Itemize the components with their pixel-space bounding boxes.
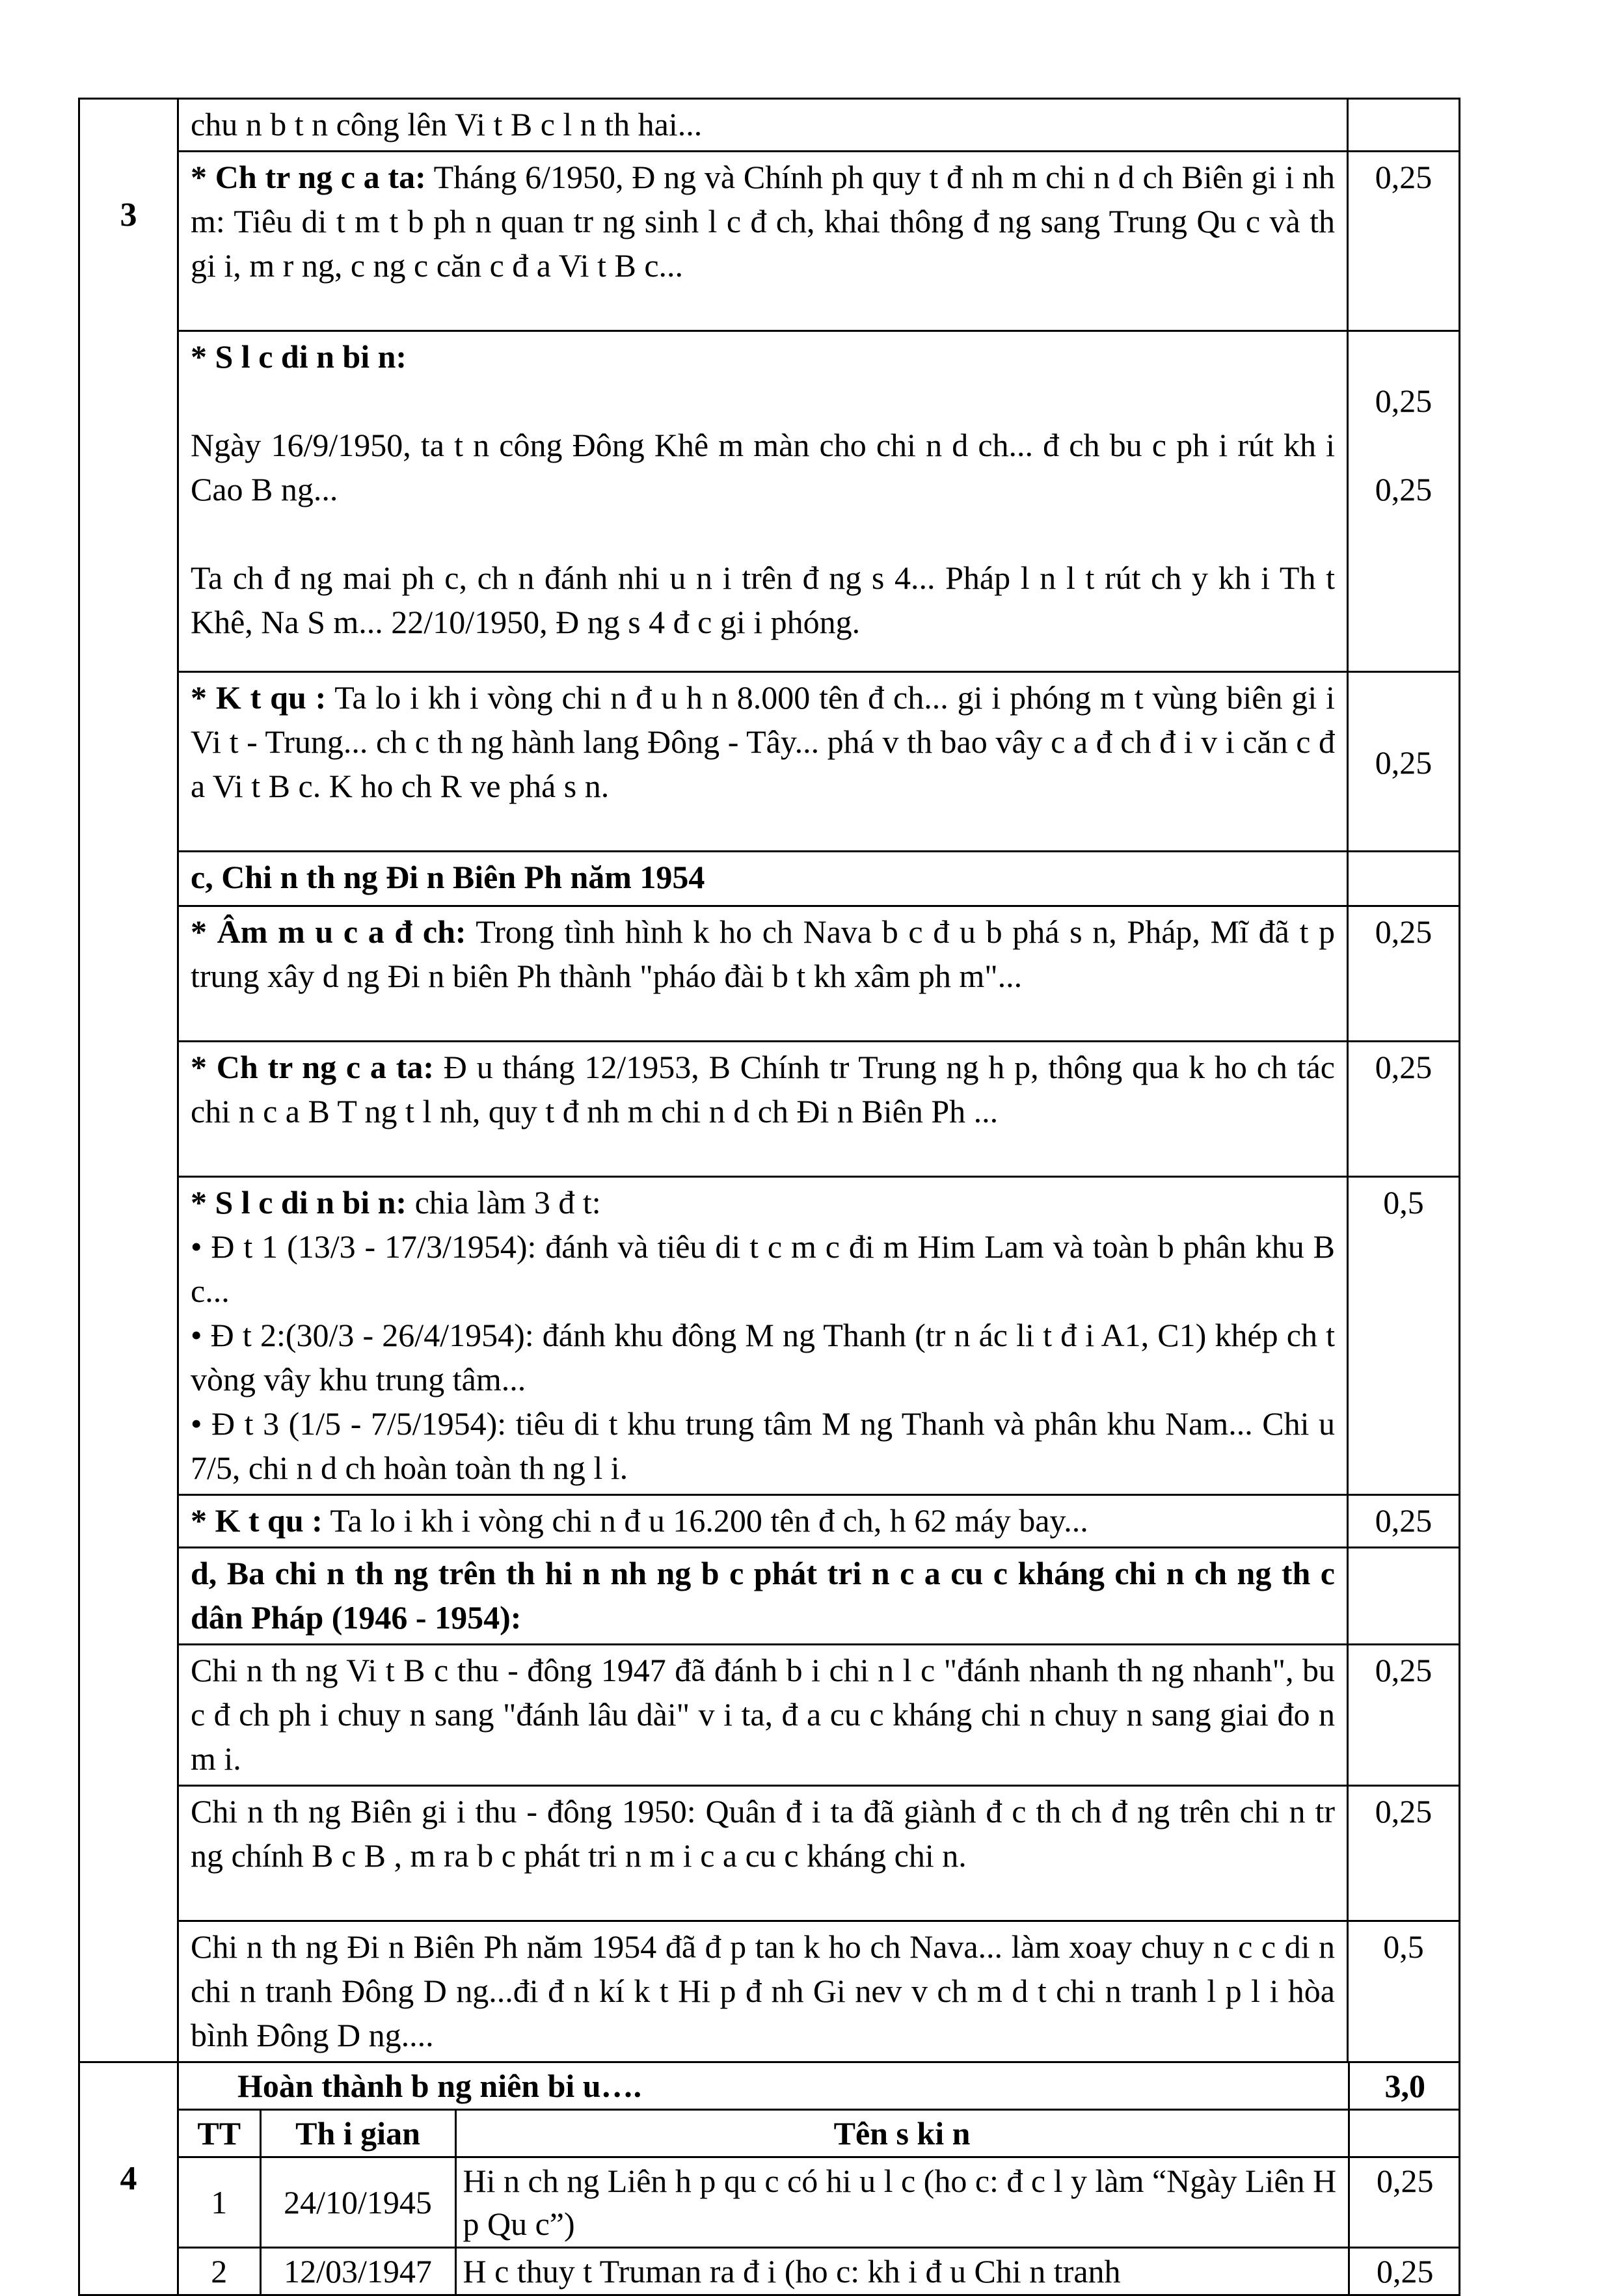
label: * Ch tr ng c a ta: [191,1049,434,1085]
label: * K t qu : [191,1502,323,1539]
col-header-time: Th i gian [260,2110,455,2157]
score-cell [1348,852,1460,906]
table-row [79,672,1460,852]
row-event: H c thuy t Truman ra đ i (ho c: kh i đ u Chi n tranh [455,2248,1349,2295]
d-item-3: Chi n th ng Đi n Biên Ph năm 1954 đã đ p tan k ho ch Nava... làm xoay chuy n c c di n chi n tranh Đông D ng...đi đ n kí k t Hi p đ nh Gi nev v ch m d t chi n tranh l p l i hòa bình Đông D ng.... [178,1921,1348,2062]
table-row [179,2157,1460,2248]
text: Ta lo i kh i vòng chi n đ u 16.200 tên đ ch, h 62 máy bay... [322,1502,1088,1539]
table-row [79,331,1460,672]
chronology-table [179,2063,1460,2294]
ket-qua-cell [178,1495,1348,1548]
question-number-cont [79,1786,178,1921]
question-number-cont [79,1042,178,1177]
row-tt: 1 [179,2157,260,2248]
table-row [79,1177,1460,1495]
question-number-cont [79,1548,178,1645]
score-cell: 0,25 [1348,1042,1460,1177]
score-cell: 0,5 [1348,1921,1460,2062]
ch-truong-cell [178,1042,1348,1177]
text: Trong tình hình k ho ch Nava b c đ u b phá s n, Pháp, Mĩ đã t p trung xây d ng Đi n biên Ph thành "pháo đài b t kh xâm ph m"... [191,913,1335,994]
question-number: 3 [79,99,178,331]
section-heading: c, Chi n th ng Đi n Biên Ph năm 1954 [178,852,1348,906]
score-cell [1348,1548,1460,1645]
table-row [79,1548,1460,1645]
score-cell [1349,2110,1460,2157]
list-item: • Đ t 3 (1/5 - 7/5/1954): tiêu di t khu trung tâm M ng Thanh và phân khu Nam... Chi u 7/5, chi n d ch hoàn toàn th ng l i. [191,1405,1335,1486]
list-item: • Đ t 2:(30/3 - 26/4/1954): đánh khu đông M ng Thanh (tr n ác li t đ i A1, C1) khép ch t vòng vây khu trung tâm... [191,1317,1335,1398]
table-row [79,2062,1460,2295]
table-row [79,1786,1460,1921]
ket-qua-cell [178,672,1348,852]
list-item: • Đ t 1 (13/3 - 17/3/1954): đánh và tiêu di t c m c đi m Him Lam và toàn b phân khu B c... [191,1228,1335,1309]
table-row [79,1042,1460,1177]
dien-bien-p2: Ta ch đ ng mai ph c, ch n đánh nhi u n i trên đ ng s 4... Pháp l n l t rút ch y kh i Th t Khê, Na S m... 22/10/1950, Đ ng s 4 đ c gi i phóng. [191,560,1335,640]
text: chia làm 3 đ t: [407,1184,601,1221]
row-score: 0,25 [1349,2248,1460,2295]
d-item-1: Chi n th ng Vi t B c thu - đông 1947 đã đánh b i chi n l c "đánh nhanh th ng nhanh", bu c đ ch ph i chuy n sang "đánh lâu dài" v i ta, đ a cu c kháng chi n chuy n sang giai đo n m i. [178,1645,1348,1786]
table-row [179,2248,1460,2295]
label: * K t qu : [191,679,327,716]
score-cell: 0,25 [1348,672,1460,852]
question-number-cont [79,1177,178,1495]
table-row [79,99,1460,152]
table-row [79,1645,1460,1786]
row-time: 24/10/1945 [260,2157,455,2248]
row-tt: 2 [179,2248,260,2295]
q4-container [178,2062,1460,2295]
text: Tháng 6/1950, Đ ng và Chính ph quy t đ nh m chi n d ch Biên gi i nh m: Tiêu di t m t b ph n quan tr ng sinh l c đ ch, khai thông đ ng sang Trung Qu c và th gi i, m r ng, c ng c căn c đ a Vi t B c... [191,159,1336,284]
dien-bien-cell [178,1177,1348,1495]
dien-bien-p1: Ngày 16/9/1950, ta t n công Đông Khê m màn cho chi n d ch... đ ch bu c ph i rút kh i Cao B ng... [191,427,1335,507]
question-number-cont [79,906,178,1042]
table-row [79,906,1460,1042]
answer-key-sheet [78,98,1459,2296]
row-event: Hi n ch ng Liên h p qu c có hi u l c (ho c: đ c l y làm “Ngày Liên H p Qu c”) [455,2157,1349,2248]
table-row [79,852,1460,906]
am-muu-cell [178,906,1348,1042]
ch-truong-cell [178,152,1348,331]
question-number-cont [79,331,178,672]
col-header-tt: TT [179,2110,260,2157]
label: * S l c di n bi n: [191,338,407,375]
table-row [179,2063,1460,2110]
question-number-cont [79,1921,178,2062]
d-item-2: Chi n th ng Biên gi i thu - đông 1950: Quân đ i ta đã giành đ c th ch đ ng trên chi n tr ng chính B c B , m ra b c phát tri n m i c a cu c kháng chi n. [178,1786,1348,1921]
score-cell: 0,25 [1348,152,1460,331]
question-number-cont [79,672,178,852]
label: * S l c di n bi n: [191,1184,407,1221]
label: * Âm m u c a đ ch: [191,913,466,950]
section-heading: d, Ba chi n th ng trên th hi n nh ng b c phát tri n c a cu c kháng chi n ch ng th c dân Pháp (1946 - 1954): [178,1548,1348,1645]
table-row [79,1495,1460,1548]
table-row [79,152,1460,331]
score-cell: 0,25 [1348,1495,1460,1548]
q4-heading: Hoàn thành b ng niên bi u…. [179,2063,1349,2110]
text: Đ u tháng 12/1953, B Chính tr Trung ng h p, thông qua k ho ch tác chi n c a B T ng t l nh, quy t đ nh m chi n d ch Đi n Biên Ph ... [191,1049,1335,1129]
score-1: 0,25 [1375,383,1432,419]
score-cell: 0,25 [1348,1645,1460,1786]
label: * Ch tr ng c a ta: [191,159,426,195]
table-row [79,1921,1460,2062]
question-number: 4 [79,2062,178,2295]
question-number-cont [79,852,178,906]
table-header-row [179,2110,1460,2157]
row-score: 0,25 [1349,2157,1460,2248]
col-header-event: Tên s ki n [455,2110,1349,2157]
score-cell [1348,99,1460,152]
score-2: 0,25 [1375,471,1432,507]
answer-table [78,98,1460,2296]
q4-total-score: 3,0 [1349,2063,1460,2110]
dien-bien-cell [178,331,1348,672]
score-cell: 0,25 [1348,1786,1460,1921]
question-number-cont [79,1495,178,1548]
text: Ta lo i kh i vòng chi n đ u h n 8.000 tên đ ch... gi i phóng m t vùng biên gi i Vi t - Trung... ch c th ng hành lang Đông - Tây... phá v th bao vây c a đ ch đ i v i căn c đ a Vi t B c. K ho ch R ve phá s n. [191,679,1335,804]
continuation-text: chu n b t n công lên Vi t B c l n th hai... [178,99,1348,152]
score-cell [1348,331,1460,672]
row-time: 12/03/1947 [260,2248,455,2295]
question-number-cont [79,1645,178,1786]
score-cell: 0,25 [1348,906,1460,1042]
score-cell: 0,5 [1348,1177,1460,1495]
